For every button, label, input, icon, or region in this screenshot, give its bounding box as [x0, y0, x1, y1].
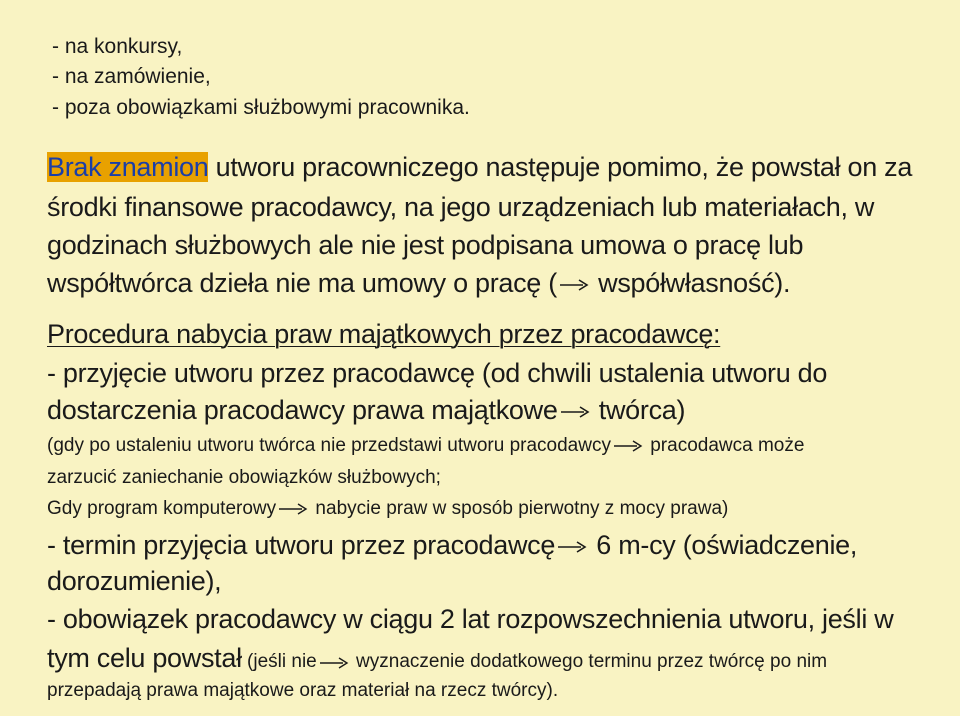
para2-line9: tym celu powstał (jeśli nie wyznaczenie dodatkowego terminu przez twórcę po nim: [47, 643, 828, 673]
right-arrow-icon: [559, 278, 589, 292]
procedure-heading: Procedura nabycia praw majątkowych przez pracodawcę:: [47, 319, 721, 349]
para2-line7: dorozumienie),: [47, 566, 222, 596]
para2-line8: - obowiązek pracodawcy w ciągu 2 lat rozpowszechnienia utworu, jeśli w: [47, 604, 894, 634]
right-arrow-icon: [613, 439, 643, 453]
right-arrow-icon: [278, 502, 308, 516]
list-item: - na konkursy,: [52, 35, 183, 58]
para2-line3: (gdy po ustaleniu utworu twórca nie przedstawi utworu pracodawcy pracodawca może: [47, 435, 805, 456]
para2-line10: przepadają prawa majątkowe oraz materiał na rzecz twórcy).: [47, 680, 559, 701]
para2-line5: Gdy program komputerowy nabycie praw w sposób pierwotny z mocy prawa): [47, 498, 729, 519]
para1-line1: Brak znamion utworu pracowniczego następuje pomimo, że powstał on za: [47, 152, 913, 182]
right-arrow-icon: [557, 540, 587, 554]
right-arrow-icon: [319, 656, 349, 670]
para2-line6: - termin przyjęcia utworu przez pracodawcę 6 m-cy (oświadczenie,: [47, 530, 858, 560]
list-item: - poza obowiązkami służbowymi pracownika.: [52, 96, 470, 119]
list-item: - na zamówienie,: [52, 65, 211, 88]
para2-line4: zarzucić zaniechanie obowiązków służbowych;: [47, 467, 441, 488]
para2-line2: dostarczenia pracodawcy prawa majątkowe twórca): [47, 395, 686, 425]
highlighted-phrase: Brak znamion: [47, 152, 209, 182]
right-arrow-icon: [560, 405, 590, 419]
para1-line4: współtwórca dzieła nie ma umowy o pracę ( współwłasność).: [47, 268, 791, 298]
para1-line3: godzinach służbowych ale nie jest podpisana umowa o pracę lub: [47, 230, 804, 260]
para2-line1: - przyjęcie utworu przez pracodawcę (od chwili ustalenia utworu do: [47, 358, 828, 388]
para1-line2: środki finansowe pracodawcy, na jego urządzeniach lub materiałach, w: [47, 192, 875, 222]
